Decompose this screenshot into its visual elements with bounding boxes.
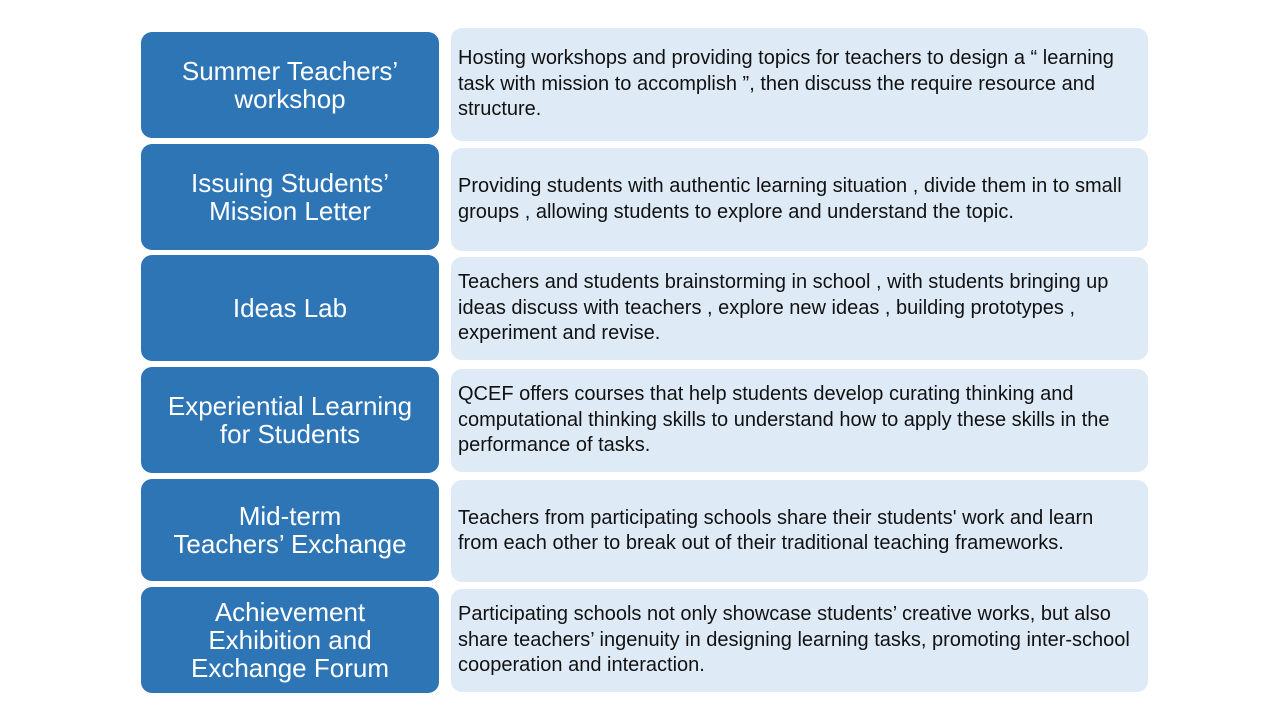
stage-description-mission-letter: Providing students with authentic learning situation , divide them in to small groups , allowing students to explore and understand the topic. [451, 148, 1148, 251]
stage-row-experiential-learning [141, 367, 1148, 473]
stage-row-mission-letter [141, 144, 1148, 250]
stage-title-mission-letter: Issuing Students’ Mission Letter [141, 144, 439, 250]
stage-row-summer-workshop [141, 32, 1148, 138]
stage-description-achievement-exhibition: Participating schools not only showcase students’ creative works, but also share teachers’ ingenuity in designing learning tasks, promoting inter-school cooperation and interaction. [451, 589, 1148, 692]
stage-description-mid-term-exchange: Teachers from participating schools share their students' work and learn from each other to break out of their traditional teaching frameworks. [451, 480, 1148, 582]
stage-title-ideas-lab: Ideas Lab [141, 255, 439, 361]
stage-title-experiential-learning: Experiential Learning for Students [141, 367, 439, 473]
stage-row-ideas-lab [141, 255, 1148, 361]
stage-row-achievement-exhibition [141, 587, 1148, 693]
stage-description-ideas-lab: Teachers and students brainstorming in school , with students bringing up ideas discuss with teachers , explore new ideas , building prototypes , experiment and revise. [451, 257, 1148, 360]
stage-description-summer-workshop: Hosting workshops and providing topics for teachers to design a “ learning task with mission to accomplish ”, then discuss the require resource and structure. [451, 28, 1148, 141]
stage-description-experiential-learning: QCEF offers courses that help students develop curating thinking and computational thinking skills to understand how to apply these skills in the performance of tasks. [451, 369, 1148, 472]
stage-title-achievement-exhibition: Achievement Exhibition and Exchange Forum [141, 587, 439, 693]
stage-row-mid-term-exchange [141, 479, 1148, 581]
stage-title-summer-workshop: Summer Teachers’ workshop [141, 32, 439, 138]
stage-title-mid-term-exchange: Mid-term Teachers’ Exchange [141, 479, 439, 581]
